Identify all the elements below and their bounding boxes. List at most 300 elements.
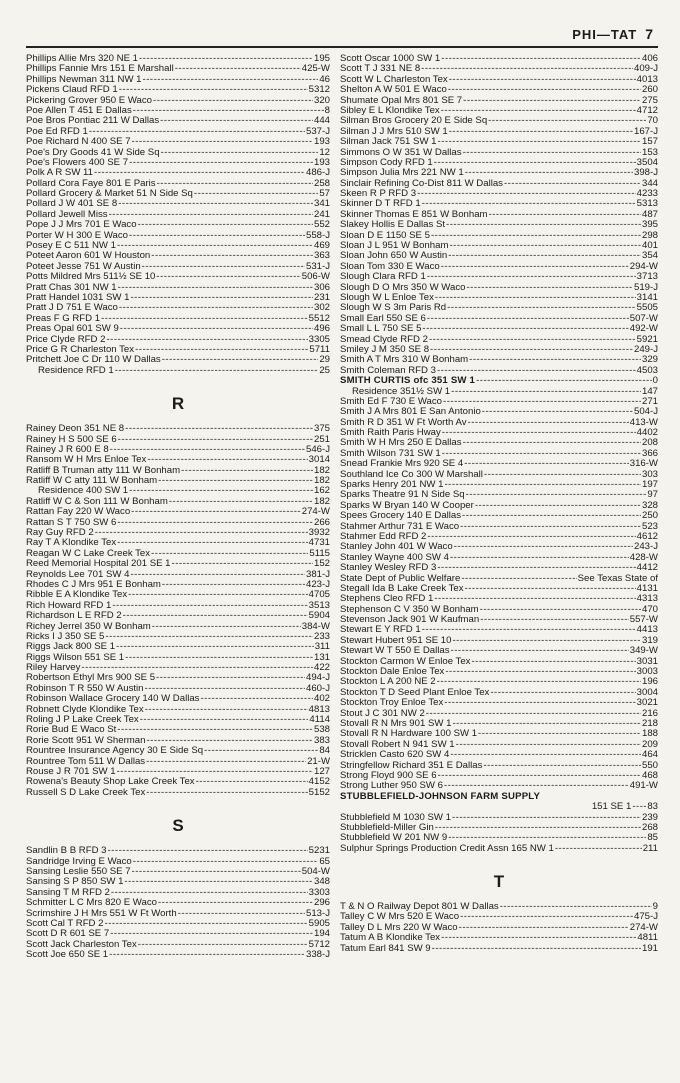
leader-dots [443,397,641,407]
leader-dots [123,611,308,621]
leader-dots [478,729,641,739]
entry-phone: 4813 [308,704,330,715]
leader-dots [451,387,641,397]
entry-phone: 422 [313,663,330,674]
entry-phone: 3303 [308,887,330,898]
directory-entry [340,85,658,95]
entry-name: Silman Jack 751 SW 1 [340,137,437,148]
leader-dots [448,833,646,843]
leader-dots [120,324,313,334]
entry-name: Price Clyde RFD 2 [26,334,106,345]
directory-entry [26,736,330,746]
directory-entry [26,507,330,517]
directory-entry [26,199,330,209]
entry-name: Phillips Fannie Mrs 151 E Marshall [26,64,174,75]
entry-phone: 65 [319,856,330,867]
leader-dots [95,528,308,538]
directory-entry [26,611,330,621]
leader-dots [132,867,301,877]
entry-name: Stubblefield W 201 NW 9 [340,833,448,844]
directory-entry [26,148,330,158]
entry-name: Robinson Wallace Grocery 140 W Dallas [26,694,200,705]
entry-name: Snead Frankie Mrs 920 SE 4 [340,459,464,470]
directory-entry [26,950,330,960]
directory-entry [340,449,658,459]
entry-phone: 537-J [306,126,330,137]
leader-dots [132,137,313,147]
entry-name: Poe Richard N 400 SE 7 [26,137,131,148]
directory-entry [26,335,330,345]
section-letter: T [493,872,505,892]
leader-dots [465,168,633,178]
directory-entry [340,189,658,199]
entry-phone: 12 [319,147,330,158]
directory-entry [340,750,658,760]
entry-phone: 182 [313,496,330,507]
entry-name: Rorie Bud E Waco St [26,725,117,736]
entry-name: Poe Allen T 451 E Dallas [26,105,132,116]
leader-dots [111,888,308,898]
entry-phone: 464 [641,750,658,761]
entry-name: Talley C W Mrs 520 E Waco [340,912,460,923]
directory-entry [340,944,658,954]
entry-name: Stephens Cleo RFD 1 [340,594,434,605]
entry-phone: 83 [647,802,658,813]
entry-phone: 258 [313,178,330,189]
entry-phone: 21-W [307,756,330,767]
entry-phone: 3021 [636,698,658,709]
entry-name: Reagan W C Lake Creek Tex [26,548,151,559]
directory-entry [340,366,658,376]
directory-entry [26,538,330,548]
leader-dots [475,501,641,511]
entry-name: Rouse J R 701 SW 1 [26,767,116,777]
section-letter: S [172,816,184,836]
directory-entry [340,490,658,500]
leader-dots [146,788,307,798]
leader-dots [152,622,301,632]
entry-name: Sansing S P 850 SW 1 [26,877,124,888]
directory-entry [26,909,330,919]
leader-dots [160,116,313,126]
entry-phone: 3141 [636,292,658,303]
entry-phone: 487 [641,209,658,220]
leader-dots [417,189,636,199]
entry-phone: 506-W [301,272,330,283]
directory-entry [26,725,330,735]
entry-name: Shumate Opal Mrs 801 SE 7 [340,95,463,106]
entry-phone: 469 [313,241,330,252]
directory-entry [340,729,658,739]
directory-entry [340,220,658,230]
entry-phone: 209 [641,739,658,750]
entry-phone: 211 [642,843,658,854]
entry-phone: 4402 [636,428,658,439]
leader-dots [448,251,641,261]
entry-phone: 5312 [308,85,330,96]
entry-phone: 147 [641,386,658,397]
leader-dots [437,366,636,376]
entry-phone: 243-J [634,542,658,553]
entry-phone: 395 [641,220,658,231]
entry-name: Slough D O Mrs 350 W Waco [340,282,466,293]
entry-phone: 84 [319,746,330,757]
leader-dots [480,605,641,615]
directory-entry [26,85,330,95]
entry-name: Slough W S 3m Paris Rd [340,303,447,314]
directory-entry [340,625,658,635]
entry-name: Poe Ed RFD 1 [26,126,88,137]
entry-phone: 249-J [634,344,658,355]
directory-entry [340,345,658,355]
directory-entry [340,532,658,542]
running-title: PHI—TAT [572,27,638,42]
leader-dots [146,757,306,767]
leader-dots [441,54,641,64]
entry-phone: 341 [313,199,330,210]
entry-phone: 425-W [301,64,330,75]
directory-entry [26,189,330,199]
entry-name: Pritchett Joe C Dr 110 W Dallas [26,355,161,366]
directory-entry [26,445,330,455]
directory-entry [26,528,330,538]
entry-phone: 349-W [629,646,658,657]
entry-phone: 557-W [629,615,658,626]
directory-entry [340,657,658,667]
leader-dots [129,231,305,241]
entry-phone: 46 [319,74,330,85]
entry-phone: 496 [313,324,330,335]
entry-phone: 4233 [636,189,658,200]
entry-name: Riggs Jack 800 SE 1 [26,642,116,653]
entry-name: SMITH CURTIS ofc 351 SW 1 [340,376,476,387]
leader-dots [110,445,305,455]
entry-phone: 546-J [306,444,330,455]
leader-dots [81,663,313,673]
entry-phone: 4152 [308,777,330,788]
entry-name: Robinson T R 550 W Austin [26,683,144,694]
entry-name: Rattan S T 750 SW 6 [26,517,117,528]
entry-phone: See Texas State of [577,573,658,584]
entry-phone: 344 [641,178,658,189]
entry-name: Schmitter L C Mrs 820 E Waco [26,898,157,909]
directory-entry [340,459,658,469]
leader-dots [449,241,641,251]
entry-phone: 153 [641,147,658,158]
entry-phone: 550 [641,760,658,771]
directory-entry [26,314,330,324]
entry-name: T & N O Railway Depot 801 W Dallas [340,902,499,913]
entry-phone: 4705 [308,590,330,601]
entry-phone: 218 [641,719,658,729]
entry-phone: 196 [641,677,658,688]
entry-name: Robertson Ethyl Mrs 900 SE 5 [26,673,156,684]
directory-entry [340,283,658,293]
leader-dots [435,293,636,303]
entry-name: Simpson Cody RFD 1 [340,157,433,168]
leader-dots [444,698,635,708]
entry-name: Sloan J L 951 W Bonham [340,241,449,252]
leader-dots [469,355,641,365]
directory-entry [26,663,330,673]
leader-dots [153,96,313,106]
entry-phone: 3031 [636,656,658,667]
entry-name: Tatum Earl 841 SW 9 [340,943,431,954]
leader-dots [442,449,641,459]
directory-entry [26,580,330,590]
entry-name: Sandridge Irving E Waco [26,856,132,867]
entry-name: Porter W H 300 E Waco [26,230,129,241]
entry-name: Rattan Fay 220 W Waco [26,507,131,518]
directory-entry [340,251,658,261]
leader-dots [489,210,641,220]
directory-entry [26,777,330,787]
leader-dots [442,428,636,438]
leader-dots [112,601,307,611]
leader-dots [133,857,319,867]
entry-phone: 251 [313,434,330,445]
entry-name: Shelton A W 501 E Waco [340,85,447,96]
directory-entry [340,470,658,480]
directory-entry [26,455,330,465]
leader-dots [151,251,313,261]
entry-name: Pollard Cora Faye 801 E Paris [26,178,156,189]
entry-name: Sparks Henry 201 NW 1 [340,480,444,491]
leader-dots [133,106,324,116]
leader-dots [131,507,301,517]
entry-name: Stanley John 401 W Waco [340,542,453,553]
entry-name: Roling J P Lake Creek Tex [26,715,139,726]
entry-name: Smith Raith Paris Hway [340,428,441,439]
entry-name: Stanley Wayne 400 SW 4 [340,552,449,563]
entry-phone: 274-W [629,922,658,933]
leader-dots [200,694,313,704]
entry-name: Stockton Carmon W Enloe Tex [340,656,471,667]
leader-dots [448,85,641,95]
entry-name: Stephenson C V 350 W Bonham [340,604,479,615]
leader-dots [147,455,307,465]
entry-phone: 383 [313,735,330,746]
entry-phone: 5921 [636,334,658,345]
entry-phone: 296 [313,898,330,909]
directory-entry [26,590,330,600]
entry-name: Sandlin B B RFD 3 [26,846,107,857]
entry-phone: 131 [313,652,330,663]
entry-name: Smith R D 351 W Ft Worth Av [340,417,467,428]
entry-name: Rainey J R 600 E 8 [26,444,109,455]
leader-dots [162,580,305,590]
entry-phone: 413-W [629,417,658,428]
leader-dots [161,148,319,158]
entry-name: Slough W L Enloe Tex [340,292,434,303]
directory-entry [340,387,658,397]
leader-dots [488,116,646,126]
leader-dots [632,802,646,812]
entry-name: Ray T A Klondike Tex [26,538,117,549]
directory-entry [340,148,658,158]
entry-phone: 468 [641,770,658,781]
directory-entry [340,106,658,116]
leader-dots [422,324,628,334]
leader-dots [118,199,313,209]
leader-dots [181,466,313,476]
entry-name: Pratt Chas 301 NW 1 [26,282,117,293]
entry-name: Posey E C 511 NW 1 [26,241,116,252]
entry-phone: 162 [313,486,330,497]
directory-entry [26,283,330,293]
directory-entry [340,584,658,594]
entry-phone: 4712 [636,105,658,116]
leader-dots [118,435,313,445]
entry-phone: 375 [313,424,330,435]
entry-name: Smith Coleman RFD 3 [340,365,436,376]
leader-dots [142,262,305,272]
entry-phone: 504-J [634,407,658,418]
directory-entry [340,75,658,85]
entry-name: Ratliff W C atty 111 W Bonham [26,476,158,487]
entry-phone: 338-J [306,950,330,961]
entry-name: Scrimshire J H Mrs 551 W Ft Worth [26,908,177,919]
entry-name: Scott D R 601 SE 7 [26,929,110,940]
directory-entry [340,802,658,812]
entry-phone: 4811 [637,933,658,944]
entry-name: Sparks Theatre 91 N Side Sq [340,490,465,501]
directory-entry [340,231,658,241]
entry-name: Rainey Deon 351 NE 8 [26,424,125,435]
entry-name: Stanley Wesley RFD 3 [340,563,437,574]
entry-phone: 460-J [306,683,330,694]
leader-dots [140,715,309,725]
leader-dots [427,532,635,542]
leader-dots [117,241,313,251]
directory-entry [340,376,658,386]
entry-phone: 208 [641,438,658,449]
right-column [340,54,658,954]
entry-phone: 486-J [306,168,330,179]
leader-dots [421,64,633,74]
directory-entry [340,781,658,791]
leader-dots [462,511,641,521]
entry-phone: 329 [641,355,658,366]
directory-entry [340,64,658,74]
leader-dots [145,684,306,694]
leader-dots [129,158,313,168]
entry-name: Stovall Robert N 941 SW 1 [340,739,455,750]
directory-entry [340,137,658,147]
directory-entry [340,397,658,407]
entry-name: Stegall Ida B Lake Creek Tex [340,583,464,594]
directory-entry [26,929,330,939]
leader-dots [94,168,305,178]
entry-name: Smith A T Mrs 310 W Bonham [340,355,469,366]
directory-entry [26,549,330,559]
entry-name: Skeen R P RFD 3 [340,189,417,200]
entry-phone: 4413 [636,625,658,636]
directory-entry [340,96,658,106]
entry-name: Stringfellow Richard 351 E Dallas [340,760,483,771]
entry-name: Slakey Hollis E Dallas St [340,220,446,231]
entry-name: Smith J A Mrs 801 E San Antonio [340,407,481,418]
entry-phone: 320 [313,95,330,106]
page-number: 7 [645,26,654,42]
leader-dots [135,345,308,355]
leader-dots [156,272,300,282]
directory-entry [340,116,658,126]
entry-phone: 275 [641,95,658,106]
leader-dots [480,615,629,625]
entry-phone: 444 [313,116,330,127]
entry-phone: 239 [641,812,658,823]
leader-dots [435,823,641,833]
leader-dots [106,335,307,345]
leader-dots [490,688,635,698]
leader-dots [138,220,313,230]
section-letter: R [171,394,185,414]
directory-entry [340,272,658,282]
entry-phone: 97 [647,490,658,501]
directory-entry [26,622,330,632]
entry-name: Pollard Grocery & Market 51 N Side Sq [26,189,193,200]
entry-phone: 233 [313,631,330,642]
entry-phone: 3513 [308,600,330,611]
entry-phone: 57 [319,189,330,200]
entry-phone: 470 [641,604,658,615]
leader-dots [437,563,635,573]
entry-name: Pickering Grover 950 E Waco [26,95,153,106]
entry-name: Phillips Newman 311 NW 1 [26,74,142,85]
entry-name: Stockton Dale Enloe Tex [340,667,445,678]
entry-name: Skinner D T RFD 1 [340,199,421,210]
entry-phone: 182 [313,476,330,487]
entry-phone: 5905 [308,918,330,929]
entry-name: Stockton T D Seed Plant Enloe Tex [340,687,490,698]
leader-dots [434,158,636,168]
entry-name: Spees Grocery 140 E Dallas [340,511,462,522]
leader-dots [143,75,319,85]
directory-entry [340,210,658,220]
leader-dots [438,137,641,147]
entry-phone: 194 [313,929,330,940]
leader-dots [445,667,635,677]
entry-phone: 250 [641,511,658,522]
directory-entry [340,677,658,687]
entry-name: Small Earl 550 SE 6 [340,313,426,324]
entry-phone: 85 [647,833,658,844]
entry-name: Pratt J D 751 E Waco [26,303,118,314]
directory-entry [26,570,330,580]
entry-phone: 4114 [309,715,330,726]
directory-entry [340,241,658,251]
directory-entry [340,355,658,365]
entry-name: Ribble E A Klondike Tex [26,590,128,601]
directory-entry [340,158,658,168]
leader-dots [437,677,641,687]
entry-phone: 3504 [636,157,658,168]
entry-phone: 507-W [629,313,658,324]
leader-dots [471,657,635,667]
directory-entry [340,833,658,843]
entry-phone: 409-J [634,64,658,75]
directory-entry [26,486,330,496]
entry-phone: 492-W [629,324,658,335]
entry-name: Ransom W H Mrs Enloe Tex [26,455,147,466]
directory-entry [340,771,658,781]
entry-phone: 167-J [634,126,658,137]
leader-dots [460,912,633,922]
directory-entry [340,542,658,552]
directory-entry [26,231,330,241]
entry-name: Scott W L Charleston Tex [340,74,448,85]
